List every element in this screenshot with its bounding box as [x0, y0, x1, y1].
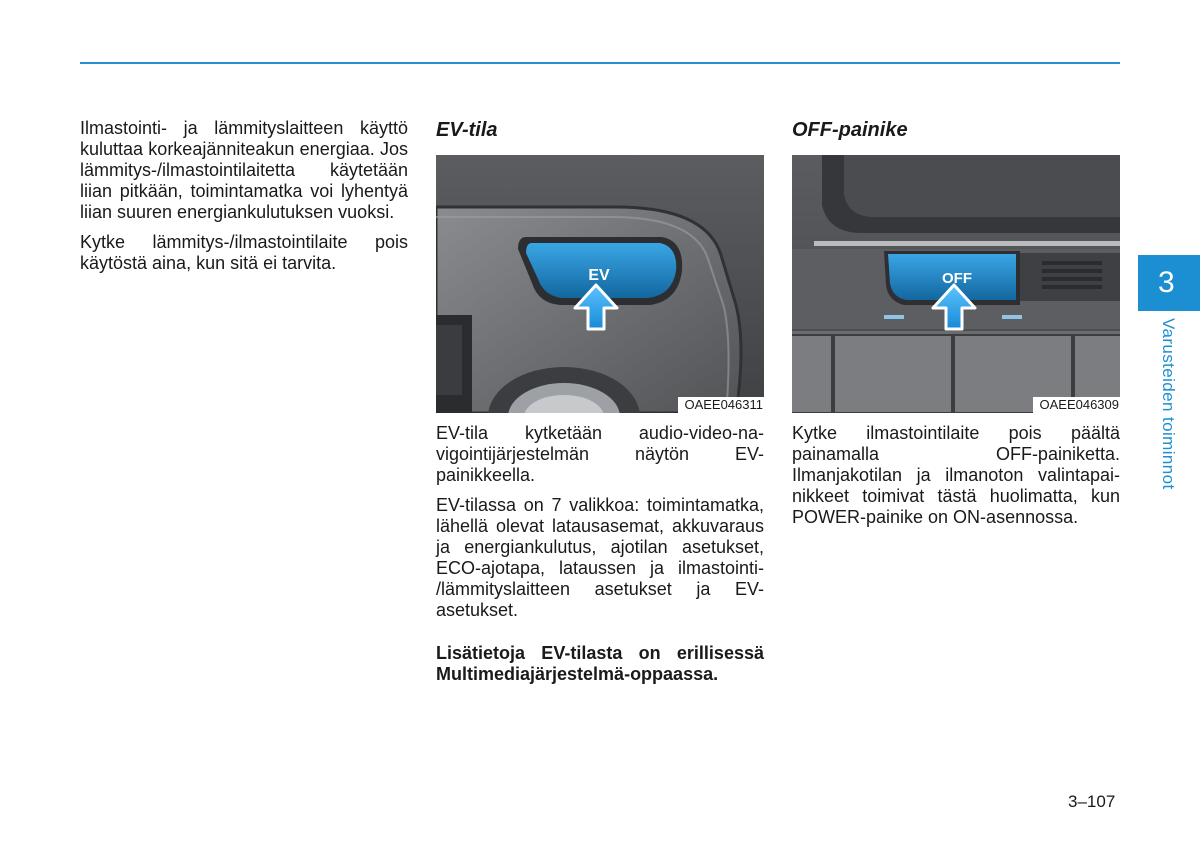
off-figure	[792, 155, 1120, 413]
ev-section	[436, 118, 764, 694]
ev-figure	[436, 155, 764, 413]
ev-heading: EV-tila	[436, 119, 498, 141]
ev-button-label: EV	[588, 267, 610, 284]
off-button-label: OFF	[942, 270, 972, 287]
off-heading: OFF-painike	[792, 119, 908, 141]
advice-paragraph: Kytke lämmitys-/ilmastointilaite pois käytöstä aina, kun sitä ei tarvita.	[80, 232, 408, 273]
header-rule	[80, 62, 1120, 64]
chapter-number-tab: 3	[1138, 255, 1200, 311]
left-column	[80, 118, 408, 283]
ev-paragraph-1: EV-tila kytketään audio-video-navigointijärjestelmän näytön EV-painikkeella.	[436, 423, 764, 485]
ev-paragraph-2: EV-tilassa on 7 valikkoa: toimintamatka, lähellä olevat latausasemat, akkuvaraus ja energiankulutus, ajotilan asetukset, ECO-ajotapa, lataussen ja ilmastointi- /lämmityslaitteen asetukset ja EV-asetukset.	[436, 495, 764, 620]
ev-figure-code: OAEE046311	[678, 397, 764, 413]
page-number: 3–107	[1068, 792, 1116, 811]
chapter-title: Varusteiden toiminnot	[1159, 318, 1178, 490]
intro-paragraph: Ilmastointi- ja lämmityslaitteen käyttö kuluttaa korkeajänniteakun energiaa. Jos lämmitys-/ilmastointilaitetta käytetään liian pitkään, toimintamatka voi lyhentyä liian suuren energiankulutuksen vuoksi.	[80, 118, 408, 222]
ev-note: Lisätietoja EV-tilasta on erillisessä Multimediajärjestelmä-oppaassa.	[436, 643, 764, 684]
off-panel-illustration	[792, 155, 1120, 413]
ev-panel-illustration	[436, 155, 764, 413]
off-figure-code: OAEE046309	[1033, 397, 1120, 413]
off-section	[792, 118, 1120, 537]
off-paragraph-1: Kytke ilmastointilaite pois päältä painamalla OFF-painiketta. Ilmanjakotilan ja ilmanoton valintapainikkeet toimivat tästä huolimatta, kun POWER-painike on ON-asennossa.	[792, 423, 1120, 527]
